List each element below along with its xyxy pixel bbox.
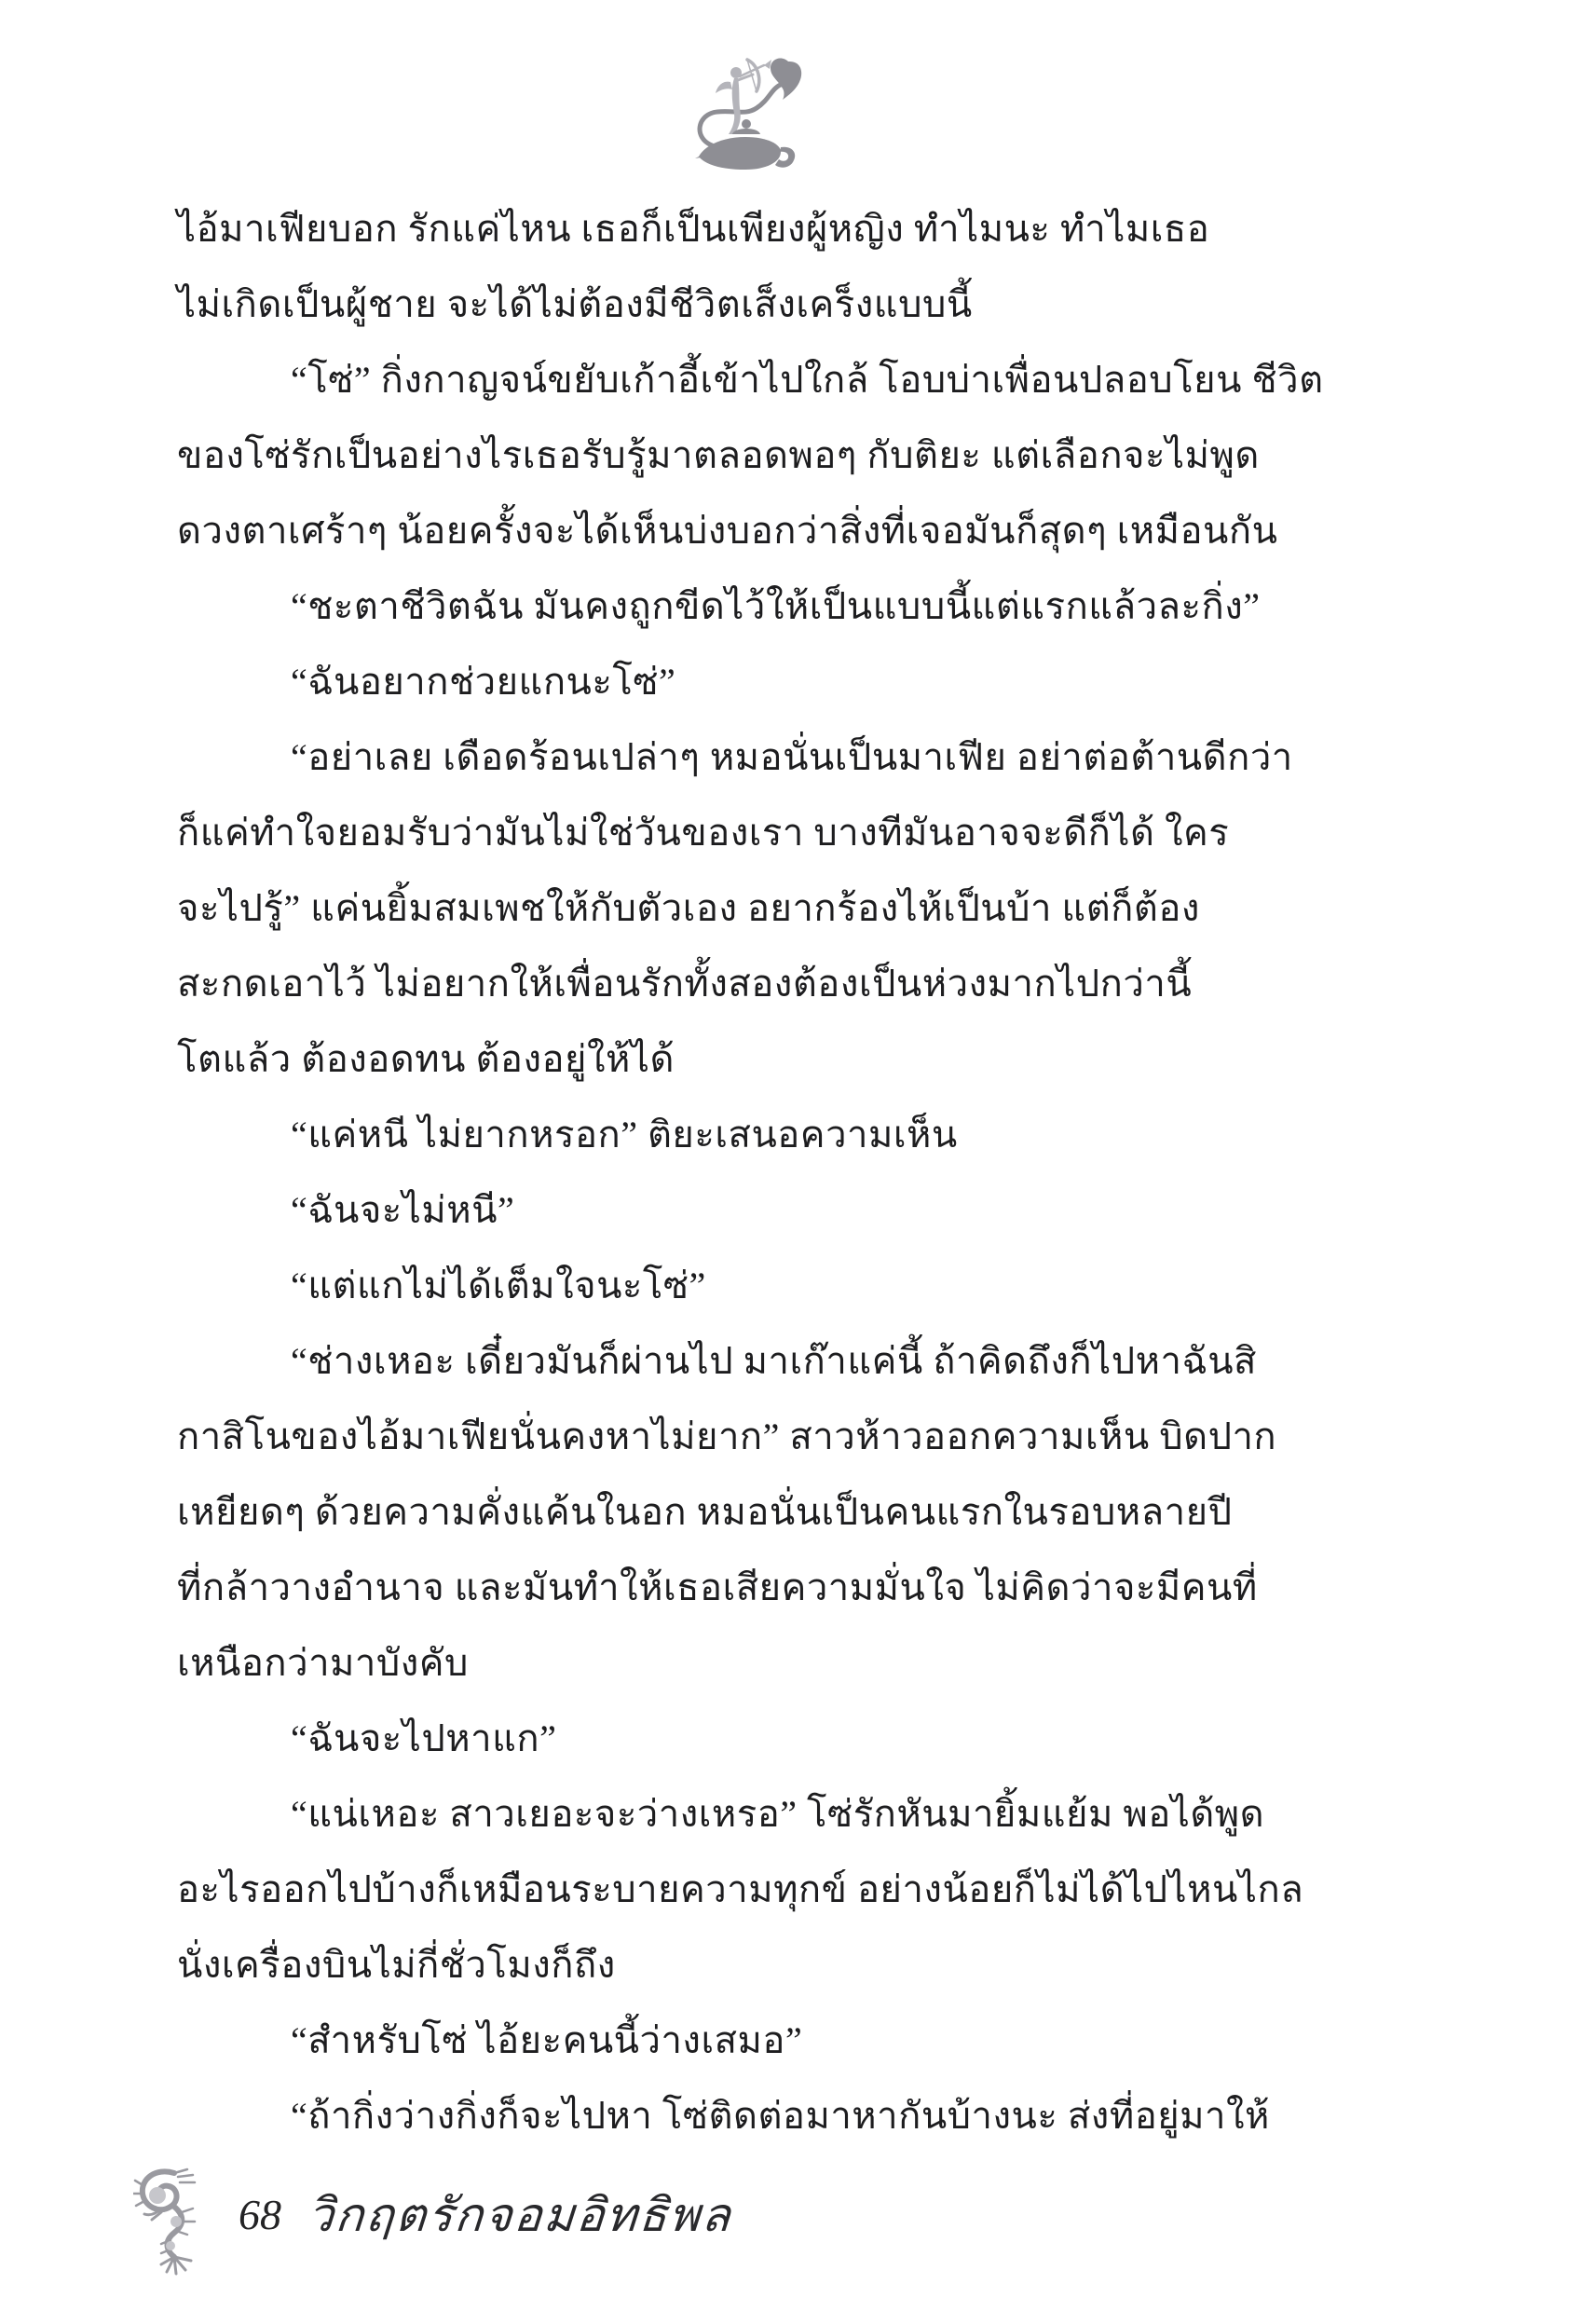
text-line: “ช่างเหอะ เดี๋ยวมันก็ผ่านไป มาเก๊าแค่นี้ ถ้าคิดถึงก็ไปหาฉันสิ [291, 1340, 1257, 1382]
text-line: ที่กล้าวางอำนาจ และมันทำให้เธอเสียความมั่นใจ ไม่คิดว่าจะมีคนที่ [177, 1566, 1258, 1608]
text-line: นั่งเครื่องบินไม่กี่ชั่วโมงก็ถึง [177, 1944, 616, 1986]
text-line: “โซ่” กิ่งกาญจน์ขยับเก้าอี้เข้าไปใกล้ โอบบ่าเพื่อนปลอบโยน ชีวิต [291, 359, 1324, 401]
text-line: ก็แค่ทำใจยอมรับว่ามันไม่ใช่วันของเรา บางทีมันอาจจะดีก็ได้ ใคร [177, 812, 1230, 854]
text-line: “ฉันอยากช่วยแกนะโซ่” [291, 661, 676, 703]
text-line: “แน่เหอะ สาวเยอะจะว่างเหรอ” โซ่รักหันมายิ้มแย้ม พอได้พูด [291, 1793, 1265, 1835]
text-line: เหยียดๆ ด้วยความคั่งแค้นในอก หมอนั่นเป็นคนแรกในรอบหลายปี [177, 1491, 1233, 1533]
text-line: “แค่หนี ไม่ยากหรอก” ติยะเสนอความเห็น [291, 1114, 958, 1156]
page-number: 68 [239, 2191, 281, 2238]
text-line: ดวงตาเศร้าๆ น้อยครั้งจะได้เห็นบ่งบอกว่าสิ่งที่เจอมันก็สุดๆ เหมือนกัน [177, 510, 1278, 552]
book-title: วิกฤตรักจอมอิทธิพล [306, 2189, 734, 2241]
text-line: เหนือกว่ามาบังคับ [177, 1642, 469, 1684]
text-line: จะไปรู้” แค่นยิ้มสมเพชให้กับตัวเอง อยากร้องไห้เป็นบ้า แต่ก็ต้อง [177, 887, 1200, 929]
body-text [177, 191, 1349, 2154]
text-line: “ฉันจะไม่หนี” [291, 1189, 515, 1231]
text-line: “แต่แกไม่ได้เต็มใจนะโซ่” [291, 1265, 706, 1306]
text-line: “ฉันจะไปหาแก” [291, 1717, 557, 1759]
cupid-genie-lamp-ornament-icon [691, 48, 808, 174]
text-line: ไม่เกิดเป็นผู้ชาย จะได้ไม่ต้องมีชีวิตเส็งเคร็งแบบนี้ [177, 283, 973, 325]
text-line: “ถ้ากิ่งว่างกิ่งก็จะไปหา โซ่ติดต่อมาหากันบ้างนะ ส่งที่อยู่มาให้ [291, 2095, 1270, 2137]
text-line: “ชะตาชีวิตฉัน มันคงถูกขีดไว้ให้เป็นแบบนี้แต่แรกแล้วละกิ่ง” [291, 585, 1261, 627]
text-line: “สำหรับโซ่ ไอ้ยะคนนี้ว่างเสมอ” [291, 2019, 803, 2061]
page-footer [0, 2164, 1596, 2311]
text-line: ของโซ่รักเป็นอย่างไรเธอรับรู้มาตลอดพอๆ กับติยะ แต่เลือกจะไม่พูด [177, 434, 1260, 476]
text-line: อะไรออกไปบ้างก็เหมือนระบายความทุกข์ อย่างน้อยก็ไม่ได้ไปไหนไกล [177, 1868, 1304, 1910]
text-line: “อย่าเลย เดือดร้อนเปล่าๆ หมอนั่นเป็นมาเฟีย อย่าต่อต้านดีกว่า [291, 736, 1293, 778]
text-line: กาสิโนของไอ้มาเฟียนั่นคงหาไม่ยาก” สาวห้าวออกความเห็น บิดปาก [177, 1415, 1277, 1457]
text-line: โตแล้ว ต้องอดทน ต้องอยู่ให้ได้ [177, 1038, 675, 1080]
dragon-ornament-icon [133, 2167, 206, 2277]
text-line: ไอ้มาเฟียบอก รักแค่ไหน เธอก็เป็นเพียงผู้หญิง ทำไมนะ ทำไมเธอ [177, 208, 1210, 250]
text-line: สะกดเอาไว้ ไม่อยากให้เพื่อนรักทั้งสองต้องเป็นห่วงมากไปกว่านี้ [177, 963, 1193, 1005]
